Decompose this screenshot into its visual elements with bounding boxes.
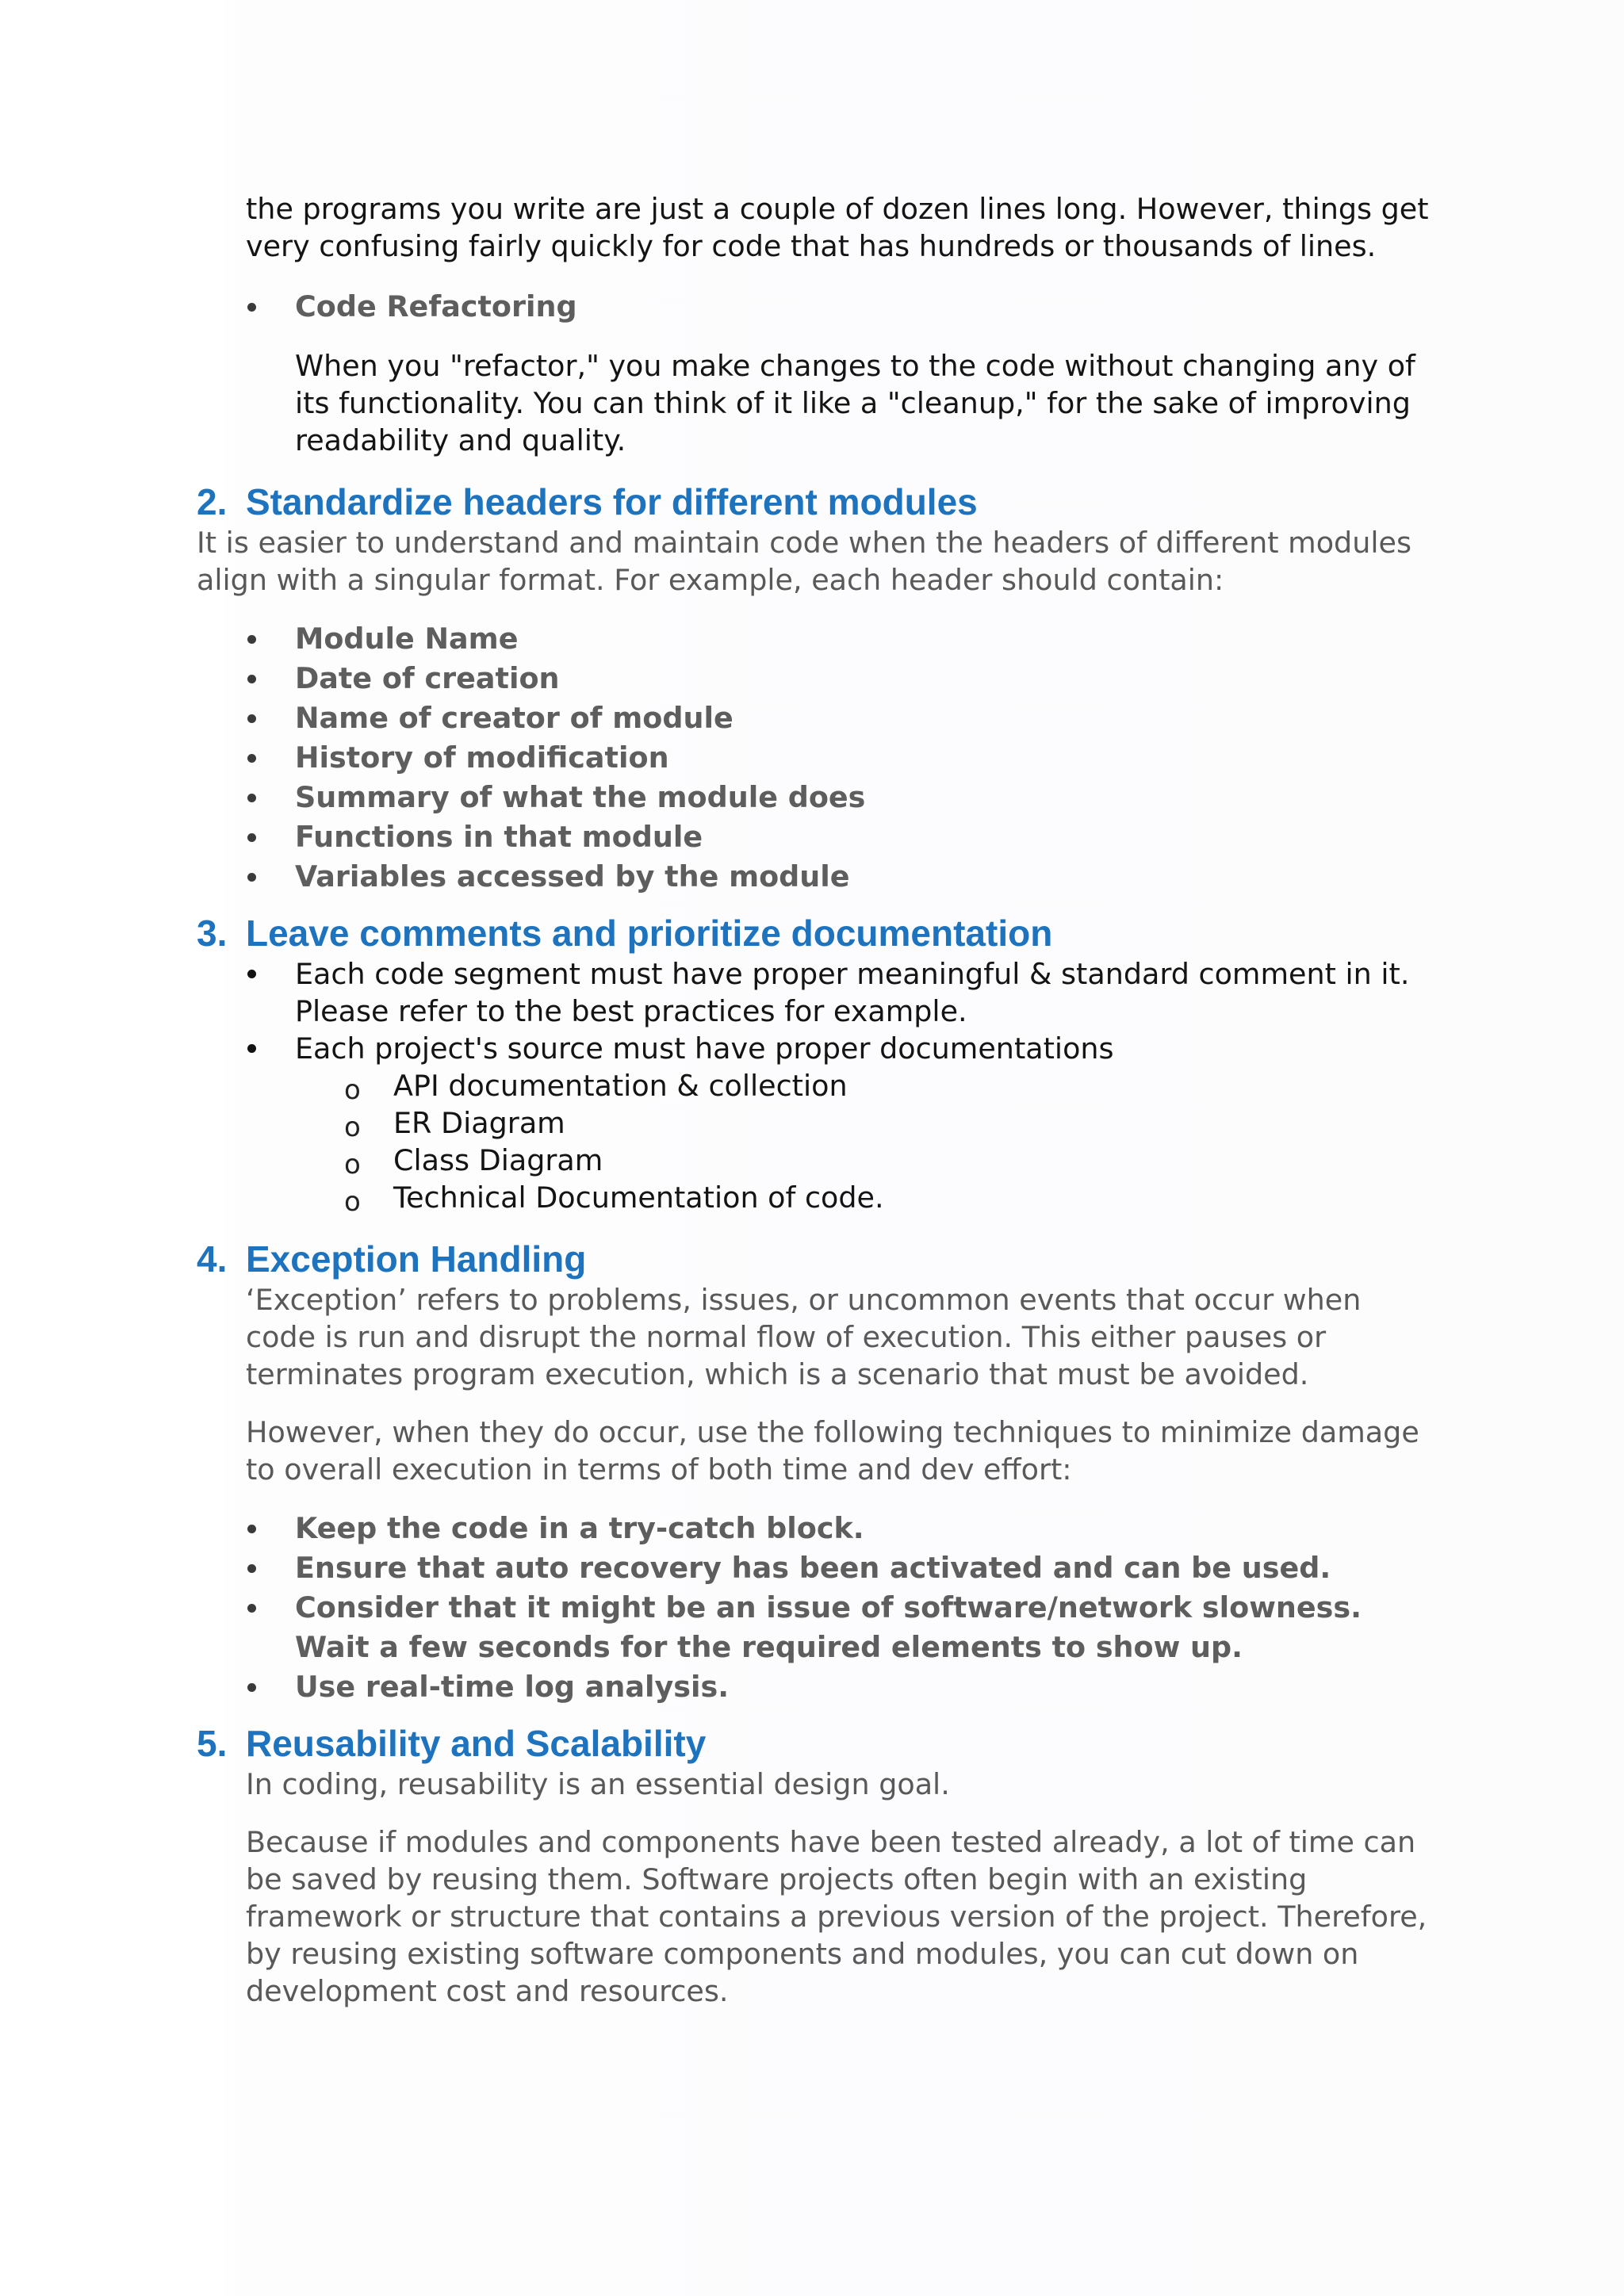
bullet-icon (247, 1564, 256, 1573)
refactor-title: Code Refactoring (295, 289, 577, 323)
continuation-paragraph: the programs you write are just a couple of dozen lines long. However, things get very confusing fairly quickly for code that has hundreds or thousands of lines. (246, 192, 1429, 263)
list-item: Variables accessed by the module (197, 857, 1434, 897)
circle-bullet-icon: o (344, 1186, 361, 1218)
bullet-icon (247, 1604, 256, 1613)
section-4-number: 4. (197, 1238, 228, 1280)
sublist-item: o ER Diagram (197, 1104, 1434, 1142)
circle-bullet-icon: o (344, 1112, 361, 1143)
bullet-icon (247, 833, 256, 842)
section-3-title: Leave comments and prioritize documentation (246, 913, 1053, 954)
list-item: Consider that it might be an issue of software/network slowness. Wait a few seconds for the required elements to show up. (197, 1588, 1434, 1667)
refactor-list (197, 287, 1434, 327)
sublist-item: o Technical Documentation of code. (197, 1179, 1434, 1216)
bullet-icon (247, 303, 256, 312)
documentation-sublist (197, 1067, 1434, 1216)
sublist-item: o Class Diagram (197, 1142, 1434, 1179)
bullet-icon (247, 794, 256, 802)
list-item: Name of creator of module (197, 698, 1434, 738)
section-5-heading (197, 1721, 1434, 1766)
bullet-icon (247, 1525, 256, 1533)
bullet-icon (247, 754, 256, 763)
section-5-title: Reusability and Scalability (246, 1723, 707, 1764)
bullet-icon (247, 970, 256, 978)
bullet-icon (247, 714, 256, 723)
documentation-list (197, 955, 1434, 1067)
section-3-heading (197, 911, 1434, 955)
list-item-code-refactoring (197, 287, 1434, 327)
list-item: Functions in that module (197, 817, 1434, 857)
section-4-paragraph-1: ‘Exception’ refers to problems, issues, or uncommon events that occur when code is run and disrupt the normal flow of execution. This either pauses or terminates program execution, which is a scenario that must be avoided. (246, 1283, 1362, 1391)
section-3-number: 3. (197, 913, 228, 954)
section-4-heading (197, 1237, 1434, 1281)
section-4-paragraph-2: However, when they do occur, use the following techniques to minimize damage to overall execution in terms of both time and dev effort: (246, 1415, 1419, 1487)
section-2-heading (197, 480, 1434, 524)
section-2-intro: It is easier to understand and maintain code when the headers of different modules align with a singular format. For example, each header should contain: (197, 526, 1411, 597)
list-item: Date of creation (197, 659, 1434, 698)
exception-techniques-list (197, 1509, 1434, 1707)
list-item: Each project's source must have proper documentations (197, 1030, 1434, 1067)
list-item: Summary of what the module does (197, 778, 1434, 817)
section-2-number: 2. (197, 481, 228, 522)
circle-bullet-icon: o (344, 1074, 361, 1106)
bullet-icon (247, 873, 256, 882)
section-2-title: Standardize headers for different modules (246, 481, 978, 522)
bullet-icon (247, 1044, 256, 1053)
list-item: Keep the code in a try-catch block. (197, 1509, 1434, 1548)
section-5-paragraph-2: Because if modules and components have been tested already, a lot of time can be saved by reusing them. Software projects often begin with an existing framework or structure that contains a previous version of the project. Therefore, by reusing existing software components and modules, you can cut down on development cost and resources. (246, 1825, 1427, 2008)
bullet-icon (247, 635, 256, 644)
list-item: Each code segment must have proper meaningful & standard comment in it. Please refer to the best practices for example. (197, 955, 1434, 1030)
section-5-number: 5. (197, 1723, 228, 1764)
bullet-icon (247, 1683, 256, 1692)
list-item: Use real-time log analysis. (197, 1667, 1434, 1707)
circle-bullet-icon: o (344, 1149, 361, 1181)
section-5-paragraph-1: In coding, reusability is an essential design goal. (246, 1767, 950, 1801)
section-4-title: Exception Handling (246, 1238, 587, 1280)
refactor-paragraph: When you "refactor," you make changes to the code without changing any of its functionality. You can think of it like a "cleanup," for the sake of improving readability and quality. (295, 349, 1415, 457)
header-fields-list (197, 619, 1434, 897)
list-item: Ensure that auto recovery has been activated and can be used. (197, 1548, 1434, 1588)
sublist-item: o API documentation & collection (197, 1067, 1434, 1104)
document-content (197, 190, 1434, 2010)
list-item: Module Name (197, 619, 1434, 659)
bullet-icon (247, 675, 256, 683)
list-item: History of modification (197, 738, 1434, 778)
